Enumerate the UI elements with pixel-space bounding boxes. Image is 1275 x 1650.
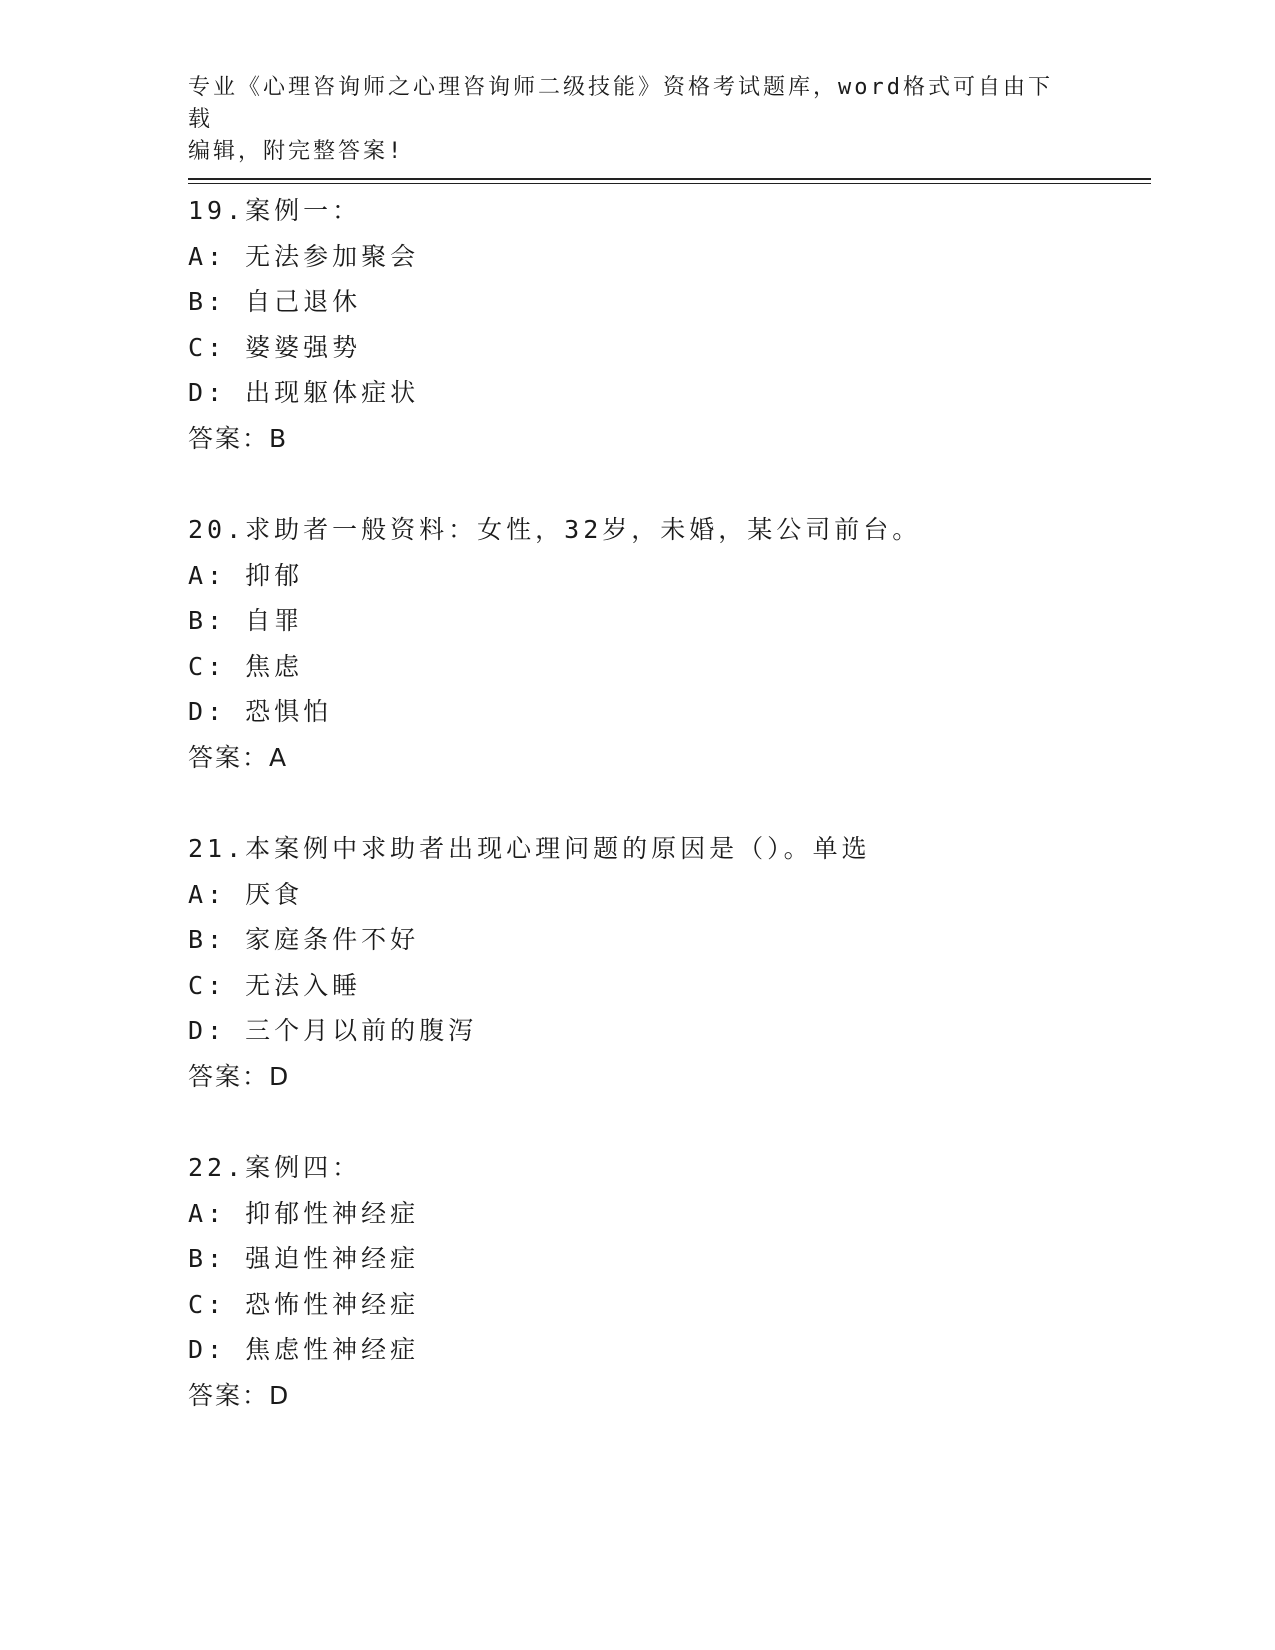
option-d: D: 恐惧怕: [188, 697, 333, 726]
document-header: [188, 72, 1068, 168]
option-a: A: 无法参加聚会: [188, 241, 420, 271]
option-b: B: 家庭条件不好: [188, 925, 420, 954]
header-divider-bottom: [188, 183, 1151, 184]
answer-line: 答案：D: [188, 1380, 291, 1410]
question-stem: 20.求助者一般资料：女性，32岁，未婚，某公司前台。: [188, 515, 922, 544]
question-21: [188, 826, 1148, 1099]
option-c: C: 无法入睡: [188, 970, 362, 1000]
option-d: D: 焦虑性神经症: [188, 1335, 420, 1364]
header-line-2: 编辑，附完整答案!: [188, 139, 405, 164]
question-stem: 19.案例一：: [188, 196, 362, 225]
option-c: C: 恐怖性神经症: [188, 1289, 420, 1319]
question-20: [188, 507, 1148, 780]
option-b: B: 自罪: [188, 606, 304, 635]
header-divider-top: [188, 178, 1151, 180]
option-a: A: 抑郁性神经症: [188, 1198, 420, 1228]
answer-line: 答案：A: [188, 742, 289, 772]
question-22: [188, 1145, 1148, 1418]
question-19: [188, 188, 1148, 461]
option-d: D: 三个月以前的腹泻: [188, 1016, 478, 1045]
option-a: A: 抑郁: [188, 560, 304, 590]
question-stem: 21.本案例中求助者出现心理问题的原因是（）。单选: [188, 834, 871, 863]
option-a: A: 厌食: [188, 879, 304, 909]
option-b: B: 自己退休: [188, 287, 362, 316]
answer-line: 答案：B: [188, 423, 289, 453]
option-b: B: 强迫性神经症: [188, 1244, 420, 1273]
question-stem: 22.案例四：: [188, 1153, 362, 1182]
option-c: C: 焦虑: [188, 651, 304, 681]
option-c: C: 婆婆强势: [188, 332, 362, 362]
option-d: D: 出现躯体症状: [188, 378, 420, 407]
answer-line: 答案：D: [188, 1061, 291, 1091]
header-line-1: 专业《心理咨询师之心理咨询师二级技能》资格考试题库，word格式可自由下载: [188, 75, 1053, 132]
